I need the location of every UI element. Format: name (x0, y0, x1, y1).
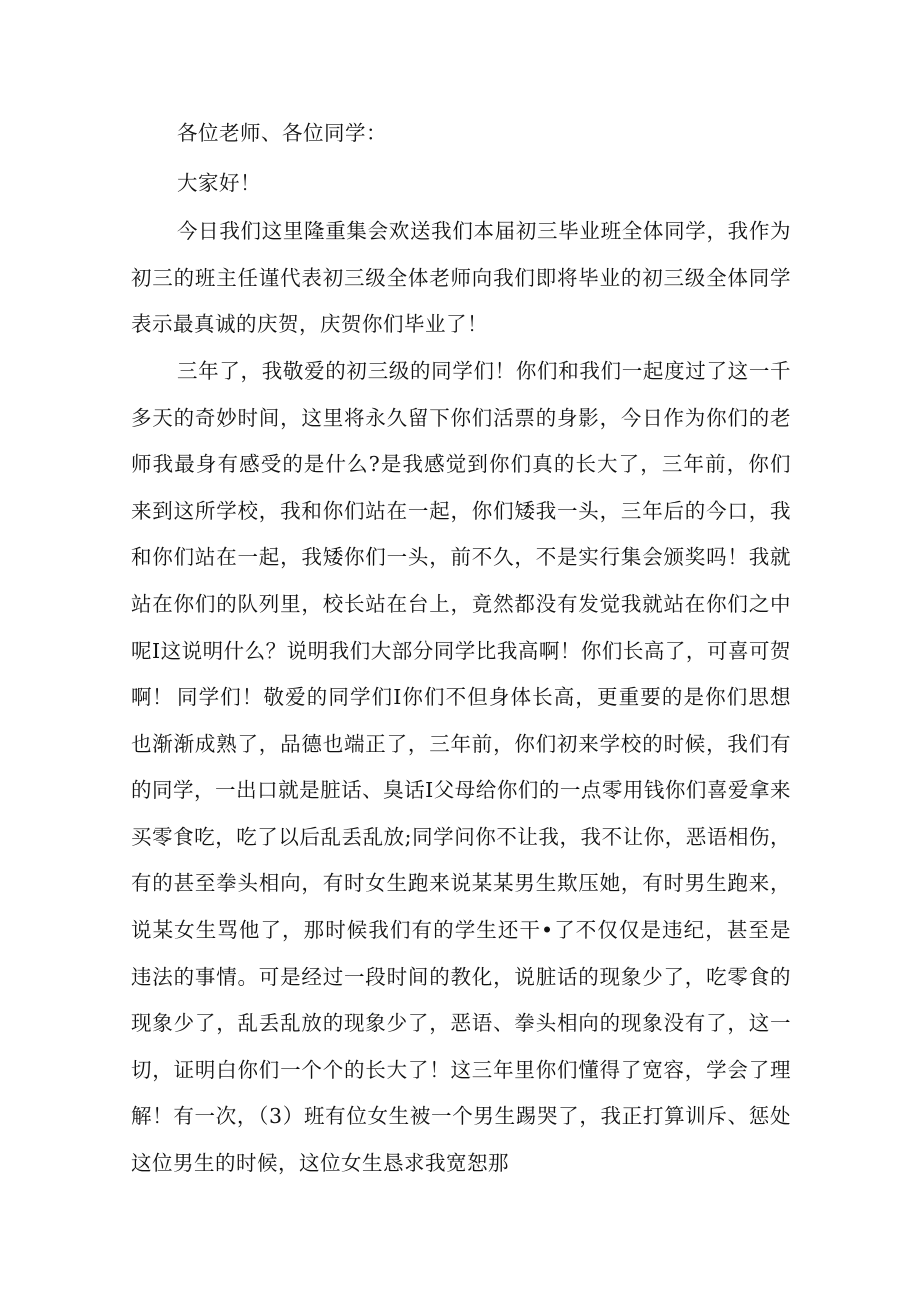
hello-line: 大家好！ (177, 171, 261, 195)
paragraph-growth: 同学们！敬爱的同学们I你们不但身体长高，更重要的是你们思想也渐渐成熟了，品德也端正了，三年前，你们初来学校的时候，我们有的同学，一出口就是脏话、臭话I父母给你们的一点零用钱你们喜爱拿来买零食吃，吃了以后乱丢乱放;同学问你不让我，我不让你，恶语相伤，有的甚至拳头相向，有时女生跑来说某某男生欺压她，有时男生跑来，说某女生骂他了，那时候我们有的学生还干•了不仅仅是违纪，甚至是违法的事情。可是经过一段时间的教化，说脏话的现象少了，吃零食的现象少了，乱丢乱放的现象少了，恶语、拳头相向的现象没有了，这一切，证明白你们一个个的长大了！这三年里你们懂得了宽容，学会了理解！有一次，（3）班有位女生被一个男生踢哭了，我正打算训斥、惩处这位男生的时候，这位女生恳求我宽恕那 (131, 685, 791, 1175)
greeting-line: 各位老师、各位同学： (177, 121, 387, 145)
paragraph-congratulations: 今日我们这里隆重集会欢送我们本届初三毕业班全体同学，我作为初三的班主任谨代表初三级全体老师向我们即将毕业的初三级全体同学表示最真诚的庆贺，庆贺你们毕业了！ (131, 219, 791, 337)
paragraph-three-years: 三年了，我敬爱的初三级的同学们！你们和我们一起度过了这一千多天的奇妙时间，这里将永久留下你们活票的身影，今日作为你们的老师我最身有感受的是什么?是我感觉到你们真的长大了，三年前，你们来到这所学校，我和你们站在一起，你们矮我一头，三年后的今口，我和你们站在一起，我矮你们一头，前不久，不是实行集会颁奖吗！我就站在你们的队列里，校长站在台上，竟然都没有发觉我就站在你们之中呢I这说明什么？说明我们大部分同学比我高啊！你们长高了，可喜可贺啊！ (131, 359, 791, 710)
